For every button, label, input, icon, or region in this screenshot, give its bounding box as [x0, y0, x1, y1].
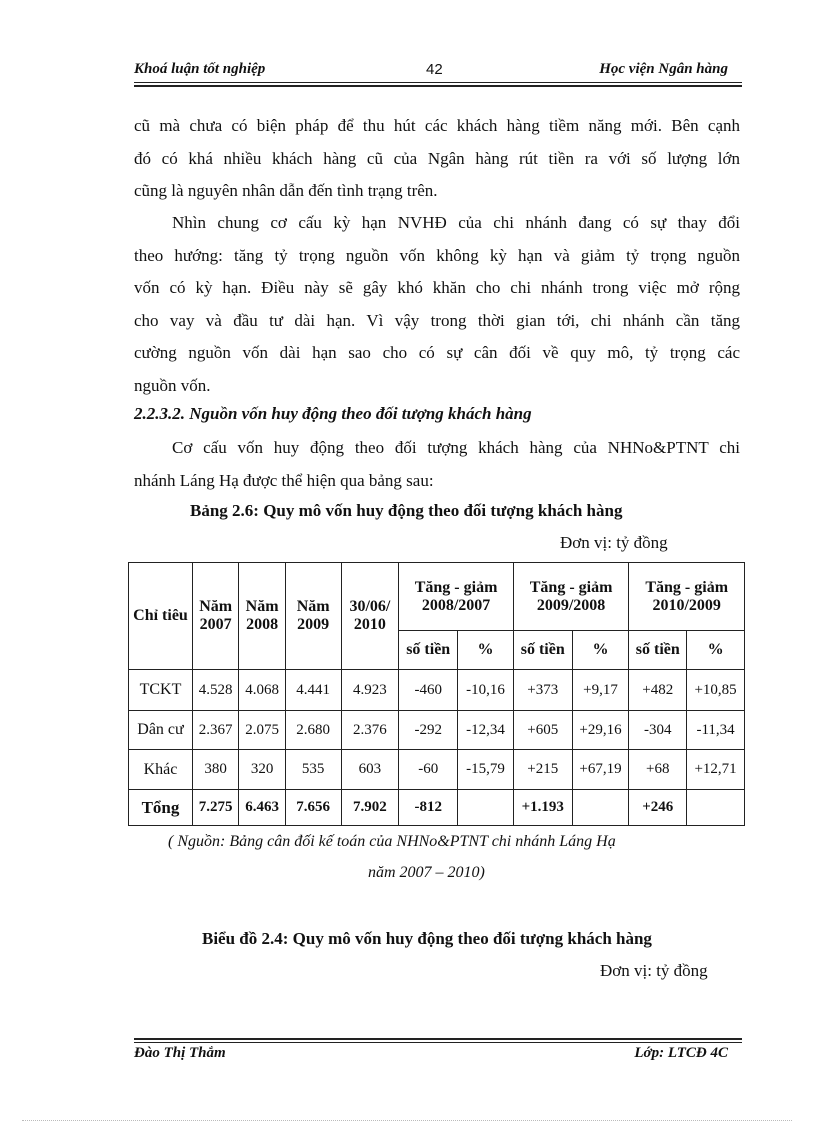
cell: -292 [399, 711, 458, 750]
table-unit: Đơn vị: tỷ đồng [560, 533, 668, 552]
cell: -10,16 [458, 670, 514, 711]
page-number: 42 [426, 61, 443, 78]
table-row [129, 670, 745, 711]
cell: 4.441 [285, 670, 341, 711]
row-label: Dân cư [129, 711, 193, 750]
row-label: Tổng [129, 790, 193, 826]
cell: +9,17 [572, 670, 629, 711]
subheader-pct: % [687, 631, 745, 670]
paragraph-3 [134, 432, 740, 497]
cell: -11,34 [687, 711, 745, 750]
paragraph-1 [134, 110, 740, 208]
header-right: Học viện Ngân hàng [599, 61, 728, 77]
header-2008: Năm 2008 [239, 563, 285, 670]
cell: 7.275 [192, 790, 238, 826]
cell: +10,85 [687, 670, 745, 711]
text-line: nguồn vốn. [134, 375, 211, 395]
header-change-2009-2008: Tăng - giảm 2009/2008 [513, 563, 629, 631]
text-line: theo hướng: tăng tỷ trọng nguồn vốn không kỳ hạn và giảm tỷ trọng nguồn [134, 245, 740, 265]
cell: +1.193 [513, 790, 572, 826]
cell: +373 [513, 670, 572, 711]
cell: -812 [399, 790, 458, 826]
header-2010: 30/06/ 2010 [341, 563, 399, 670]
cell: 2.075 [239, 711, 285, 750]
data-table [128, 562, 745, 826]
cell [687, 790, 745, 826]
header-indicator: Chỉ tiêu [129, 563, 193, 670]
table-caption: Bảng 2.6: Quy mô vốn huy động theo đối tượng khách hàng [190, 501, 623, 520]
header-change-2010-2009: Tăng - giảm 2010/2009 [629, 563, 745, 631]
cell [458, 790, 514, 826]
cell: +29,16 [572, 711, 629, 750]
subheader-pct: % [458, 631, 514, 670]
header-left: Khoá luận tốt nghiệp [134, 61, 266, 77]
text-line: cũ mà chưa có biện pháp để thu hút các khách hàng tiềm năng mới. Bên cạnh [134, 116, 740, 135]
subheader-amount: số tiền [399, 631, 458, 670]
text-line: nhánh Láng Hạ được thể hiện qua bảng sau: [134, 470, 434, 490]
cell: 2.680 [285, 711, 341, 750]
subheader-pct: % [572, 631, 629, 670]
cell: 380 [192, 750, 238, 790]
table-source-line-2: năm 2007 – 2010) [368, 864, 485, 881]
chart-caption: Biểu đồ 2.4: Quy mô vốn huy động theo đối tượng khách hàng [202, 929, 652, 948]
page-edge-divider [22, 1120, 792, 1121]
cell: 320 [239, 750, 285, 790]
cell: 603 [341, 750, 399, 790]
header-rule-1 [134, 82, 742, 83]
text-line: đó có khá nhiều khách hàng cũ của Ngân hàng rút tiền ra với số lượng lớn [134, 148, 740, 168]
cell: 535 [285, 750, 341, 790]
cell: +246 [629, 790, 687, 826]
footer-author: Đào Thị Thắm [134, 1045, 226, 1061]
header-2007: Năm 2007 [192, 563, 238, 670]
cell [572, 790, 629, 826]
cell: +605 [513, 711, 572, 750]
row-label: TCKT [129, 670, 193, 711]
cell: +215 [513, 750, 572, 790]
table-source-line-1: ( Nguồn: Bảng cân đối kế toán của NHNo&PTNT chi nhánh Láng Hạ [168, 833, 616, 850]
cell: 7.902 [341, 790, 399, 826]
cell: +67,19 [572, 750, 629, 790]
paragraph-2 [134, 207, 740, 402]
table-row [129, 750, 745, 790]
row-label: Khác [129, 750, 193, 790]
section-heading: 2.2.3.2. Nguồn vốn huy động theo đối tượng khách hàng [134, 404, 532, 423]
chart-unit: Đơn vị: tỷ đồng [600, 961, 708, 980]
cell: -15,79 [458, 750, 514, 790]
cell: 2.376 [341, 711, 399, 750]
cell: +482 [629, 670, 687, 711]
cell: +68 [629, 750, 687, 790]
text-line: cho vay và đầu tư dài hạn. Vì vậy trong thời gian tới, chi nhánh cần tăng [134, 310, 740, 330]
table-row-total [129, 790, 745, 826]
header-2009: Năm 2009 [285, 563, 341, 670]
cell: 7.656 [285, 790, 341, 826]
cell: -304 [629, 711, 687, 750]
cell: 6.463 [239, 790, 285, 826]
subheader-amount: số tiền [513, 631, 572, 670]
table-row [129, 711, 745, 750]
text-line: vốn có kỳ hạn. Điều này sẽ gây khó khăn cho chi nhánh trong việc mở rộng [134, 278, 740, 297]
text-line: Nhìn chung cơ cấu kỳ hạn NVHĐ của chi nhánh đang có sự thay đổi [172, 213, 740, 232]
header-rule-2 [134, 85, 742, 87]
footer-class: Lớp: LTCĐ 4C [634, 1045, 728, 1061]
footer-rule-1 [134, 1038, 742, 1040]
text-line: Cơ cấu vốn huy động theo đối tượng khách hàng của NHNo&PTNT chi [172, 438, 740, 457]
cell: 4.923 [341, 670, 399, 711]
cell: 2.367 [192, 711, 238, 750]
subheader-amount: số tiền [629, 631, 687, 670]
footer-rule-2 [134, 1042, 742, 1043]
header-change-2008-2007: Tăng - giảm 2008/2007 [399, 563, 514, 631]
text-line: cường nguồn vốn dài hạn sao cho có sự cân đối về quy mô, tỷ trọng các [134, 343, 740, 362]
cell: -12,34 [458, 711, 514, 750]
cell: -60 [399, 750, 458, 790]
text-line: cũng là nguyên nhân dẫn đến tình trạng trên. [134, 181, 438, 200]
cell: -460 [399, 670, 458, 711]
cell: 4.068 [239, 670, 285, 711]
cell: +12,71 [687, 750, 745, 790]
cell: 4.528 [192, 670, 238, 711]
